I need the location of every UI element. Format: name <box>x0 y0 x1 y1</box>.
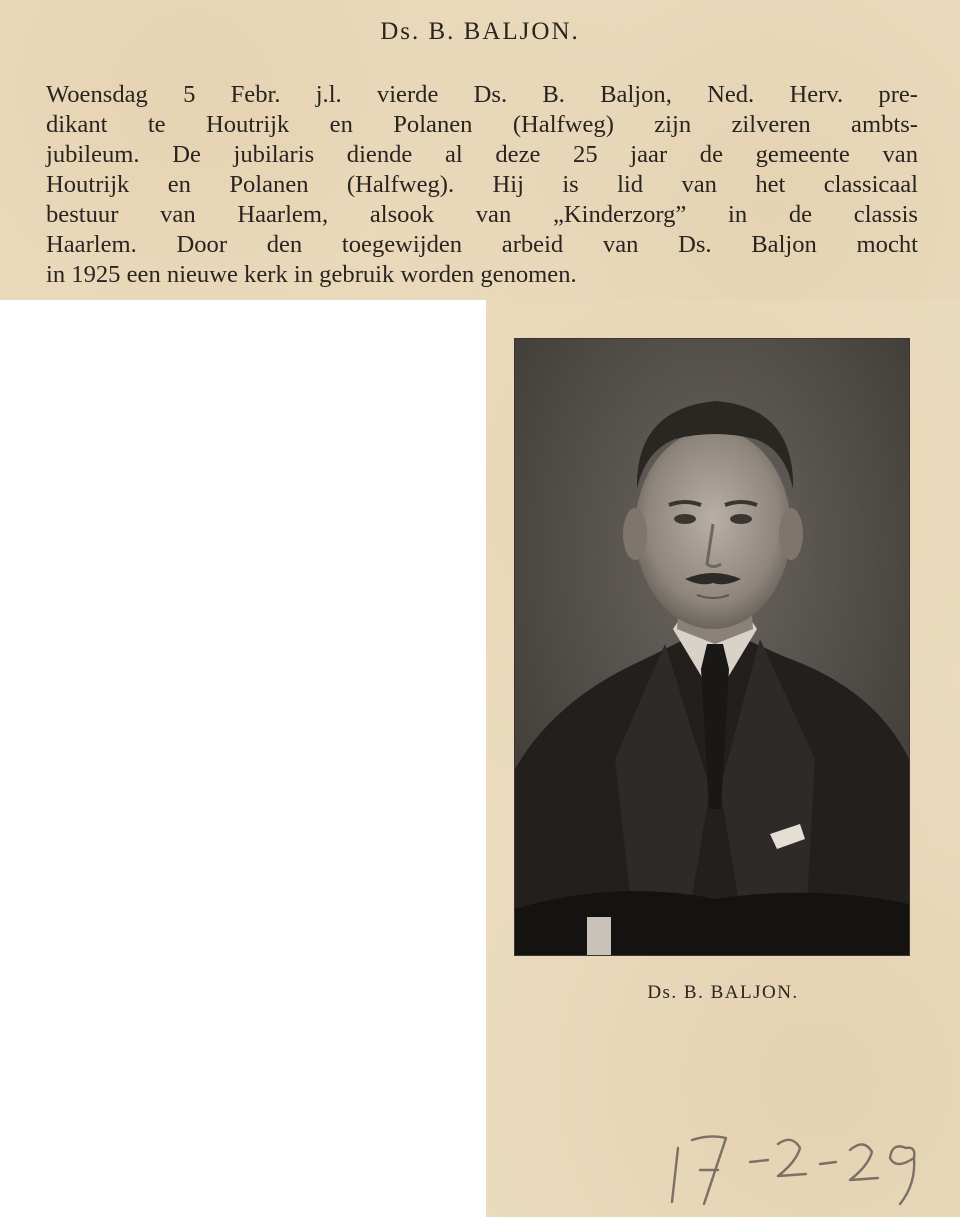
article-body <box>46 80 918 290</box>
handwritten-date-strokes <box>660 1118 940 1208</box>
article-body-line: Houtrijk en Polanen (Halfweg). Hij is lid van het classicaal <box>46 171 918 198</box>
portrait-photo <box>514 338 910 956</box>
article-body-line: dikant te Houtrijk en Polanen (Halfweg) zijn zilveren ambts- <box>46 111 918 138</box>
article-body-line: Haarlem. Door den toegewijden arbeid van Ds. Baljon mocht <box>46 231 918 258</box>
article-body-line: jubileum. De jubilaris diende al deze 25 jaar de gemeente van <box>46 141 918 168</box>
article-headline: Ds. B. BALJON. <box>380 18 580 45</box>
article-body-line: bestuur van Haarlem, alsook van „Kinderzorg” in de classis <box>46 201 918 228</box>
article-body-line: Woensdag 5 Febr. j.l. vierde Ds. B. Baljon, Ned. Herv. pre- <box>46 81 918 108</box>
article-body-line: in 1925 een nieuwe kerk in gebruik worden genomen. <box>46 261 577 288</box>
portrait-illustration <box>515 339 909 955</box>
handwritten-date <box>660 1118 940 1208</box>
photo-caption: Ds. B. BALJON. <box>647 982 799 1003</box>
